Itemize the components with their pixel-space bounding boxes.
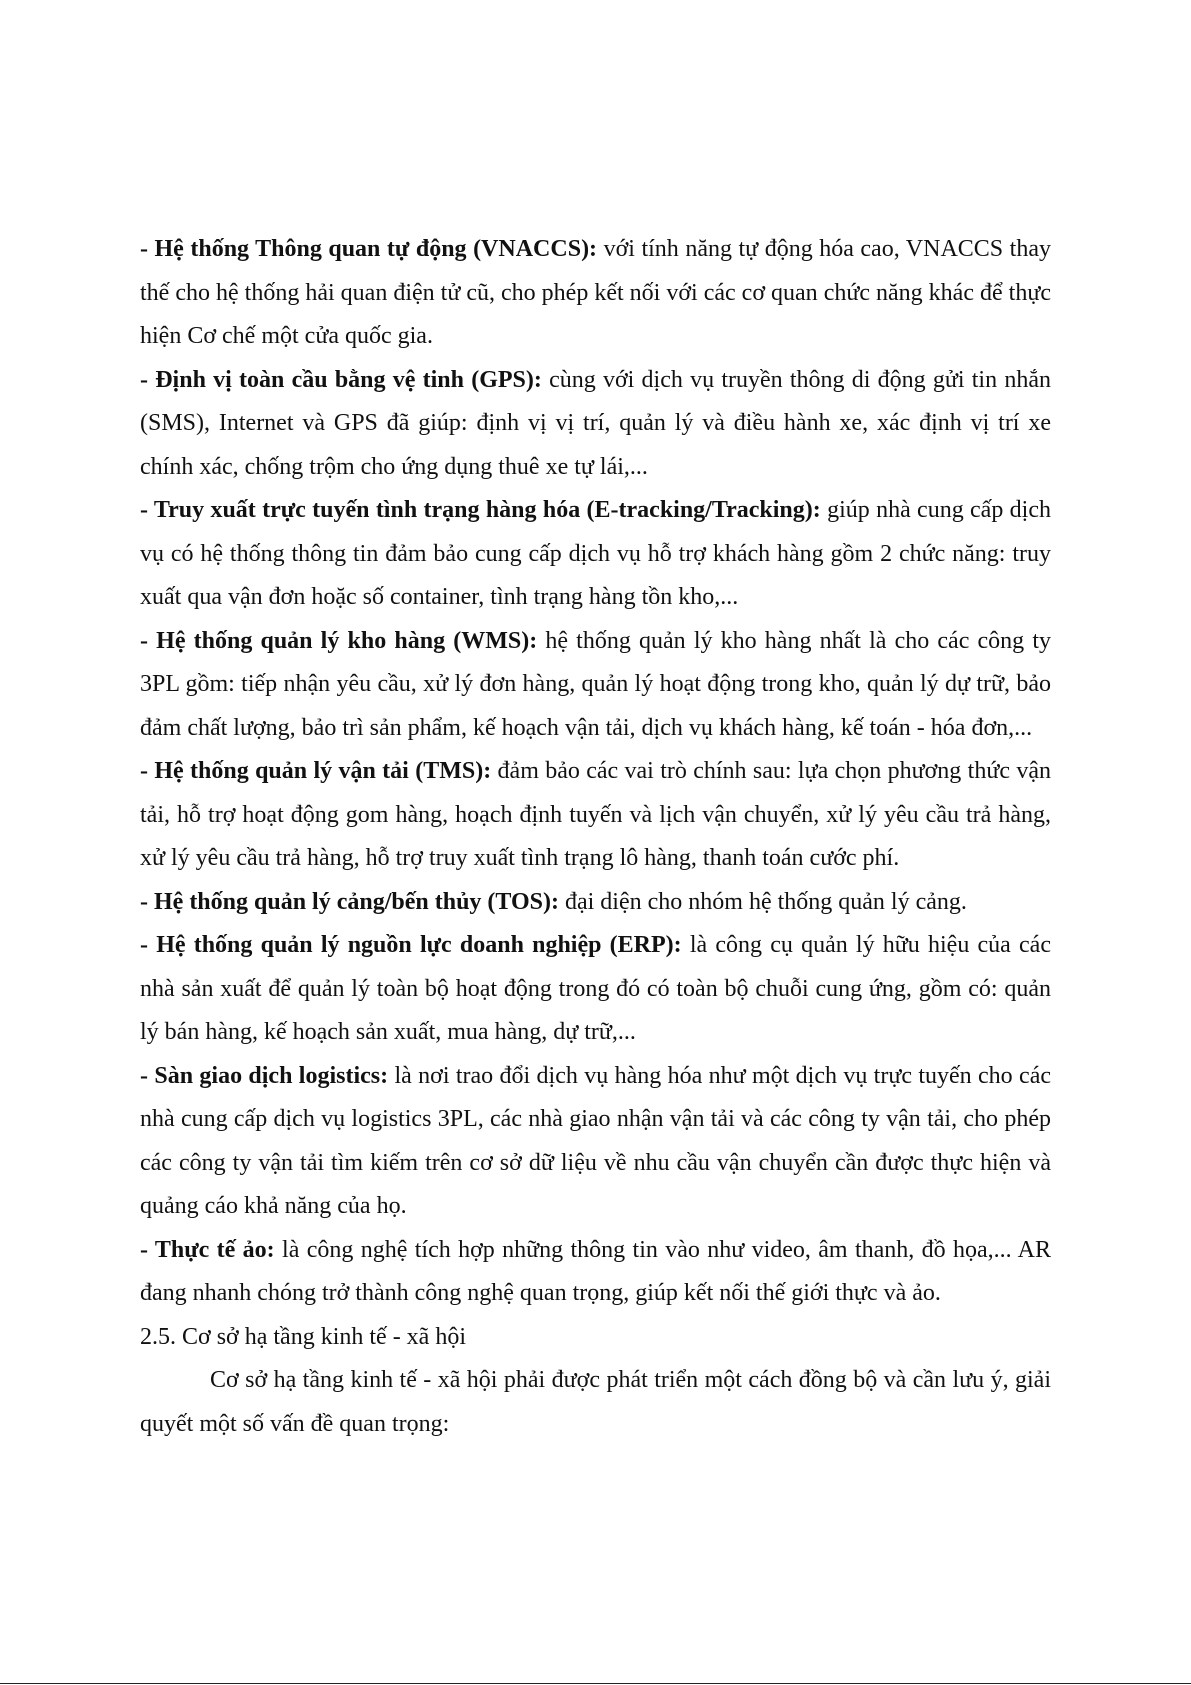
item-term: - Thực tế ảo:: [140, 1236, 275, 1263]
item-term: - Định vị toàn cầu bằng vệ tinh (GPS):: [140, 366, 542, 393]
item-term: - Hệ thống quản lý cảng/bến thủy (TOS):: [140, 888, 559, 915]
document-page: [140, 228, 1051, 1446]
item-erp: [140, 924, 1051, 1055]
footer-divider: [0, 1683, 1191, 1684]
item-term: - Hệ thống quản lý vận tải (TMS):: [140, 758, 492, 784]
item-desc: là công cụ quản lý hữu hiệu của các nhà sản xuất để quản lý toàn bộ hoạt động trong đó có toàn bộ chuỗi cung ứng, gồm có: quản lý bán hàng, kế hoạch sản xuất, mua hàng, dự trữ,...: [140, 932, 1051, 1045]
item-desc: đảm bảo các vai trò chính sau: lựa chọn phương thức vận tải, hỗ trợ hoạt động gom hàng, hoạch định tuyến và lịch vận chuyển, xử lý yêu cầu trả hàng, xử lý yêu cầu trả hàng, hỗ trợ truy xuất tình trạng lô hàng, thanh toán cước phí.: [140, 758, 1051, 871]
closing-paragraph: Cơ sở hạ tầng kinh tế - xã hội phải được phát triển một cách đồng bộ và cần lưu ý, giải quyết một số vấn đề quan trọng:: [140, 1367, 1051, 1437]
item-term: - Sàn giao dịch logistics:: [140, 1062, 389, 1089]
item-gps: [140, 359, 1051, 490]
item-vnaccs: [140, 228, 1051, 359]
item-logistics-exchange: [140, 1055, 1051, 1229]
item-desc: cùng với dịch vụ truyền thông di động gửi tin nhắn (SMS), Internet và GPS đã giúp: định vị vị trí, quản lý và điều hành xe, xác định vị trí xe chính xác, chống trộm cho ứng dụng thuê xe tự lái,...: [140, 366, 1051, 480]
item-desc: hệ thống quản lý kho hàng nhất là cho các công ty 3PL gồm: tiếp nhận yêu cầu, xử lý đơn hàng, quản lý hoạt động trong kho, quản lý dự trữ, bảo đảm chất lượng, bảo trì sản phẩm, kế hoạch vận tải, dịch vụ khách hàng, kế toán - hóa đơn,...: [140, 627, 1051, 741]
item-desc: giúp nhà cung cấp dịch vụ có hệ thống thông tin đảm bảo cung cấp dịch vụ hỗ trợ khách hàng gồm 2 chức năng: truy xuất qua vận đơn hoặc số container, tình trạng hàng tồn kho,...: [140, 497, 1051, 610]
item-desc: là công nghệ tích hợp những thông tin vào như video, âm thanh, đồ họa,... AR đang nhanh chóng trở thành công nghệ quan trọng, giúp kết nối thế giới thực và ảo.: [140, 1236, 1052, 1306]
item-tms: [140, 750, 1051, 881]
item-term: - Hệ thống quản lý nguồn lực doanh nghiệp (ERP):: [140, 932, 682, 958]
item-desc: là nơi trao đổi dịch vụ hàng hóa như một dịch vụ trực tuyến cho các nhà cung cấp dịch vụ logistics 3PL, các nhà giao nhận vận tải và các công ty vận tải, cho phép các công ty vận tải tìm kiếm trên cơ sở dữ liệu về nhu cầu vận chuyển cần được thực hiện và quảng cáo khả năng của họ.: [140, 1062, 1051, 1219]
item-tracking: [140, 489, 1051, 620]
item-wms: [140, 620, 1051, 751]
item-desc: đại diện cho nhóm hệ thống quản lý cảng.: [558, 888, 967, 915]
item-desc: với tính năng tự động hóa cao, VNACCS thay thế cho hệ thống hải quan điện tử cũ, cho phép kết nối với các cơ quan chức năng khác để thực hiện Cơ chế một cửa quốc gia.: [140, 236, 1051, 349]
item-tos: [140, 881, 1051, 925]
item-term: - Hệ thống quản lý kho hàng (WMS):: [140, 627, 538, 654]
section-heading: 2.5. Cơ sở hạ tầng kinh tế - xã hội: [140, 1323, 467, 1350]
item-term: - Truy xuất trực tuyến tình trạng hàng hóa (E-tracking/Tracking):: [140, 497, 821, 523]
item-term: - Hệ thống Thông quan tự động (VNACCS):: [140, 236, 598, 262]
item-virtual-reality: [140, 1229, 1051, 1316]
